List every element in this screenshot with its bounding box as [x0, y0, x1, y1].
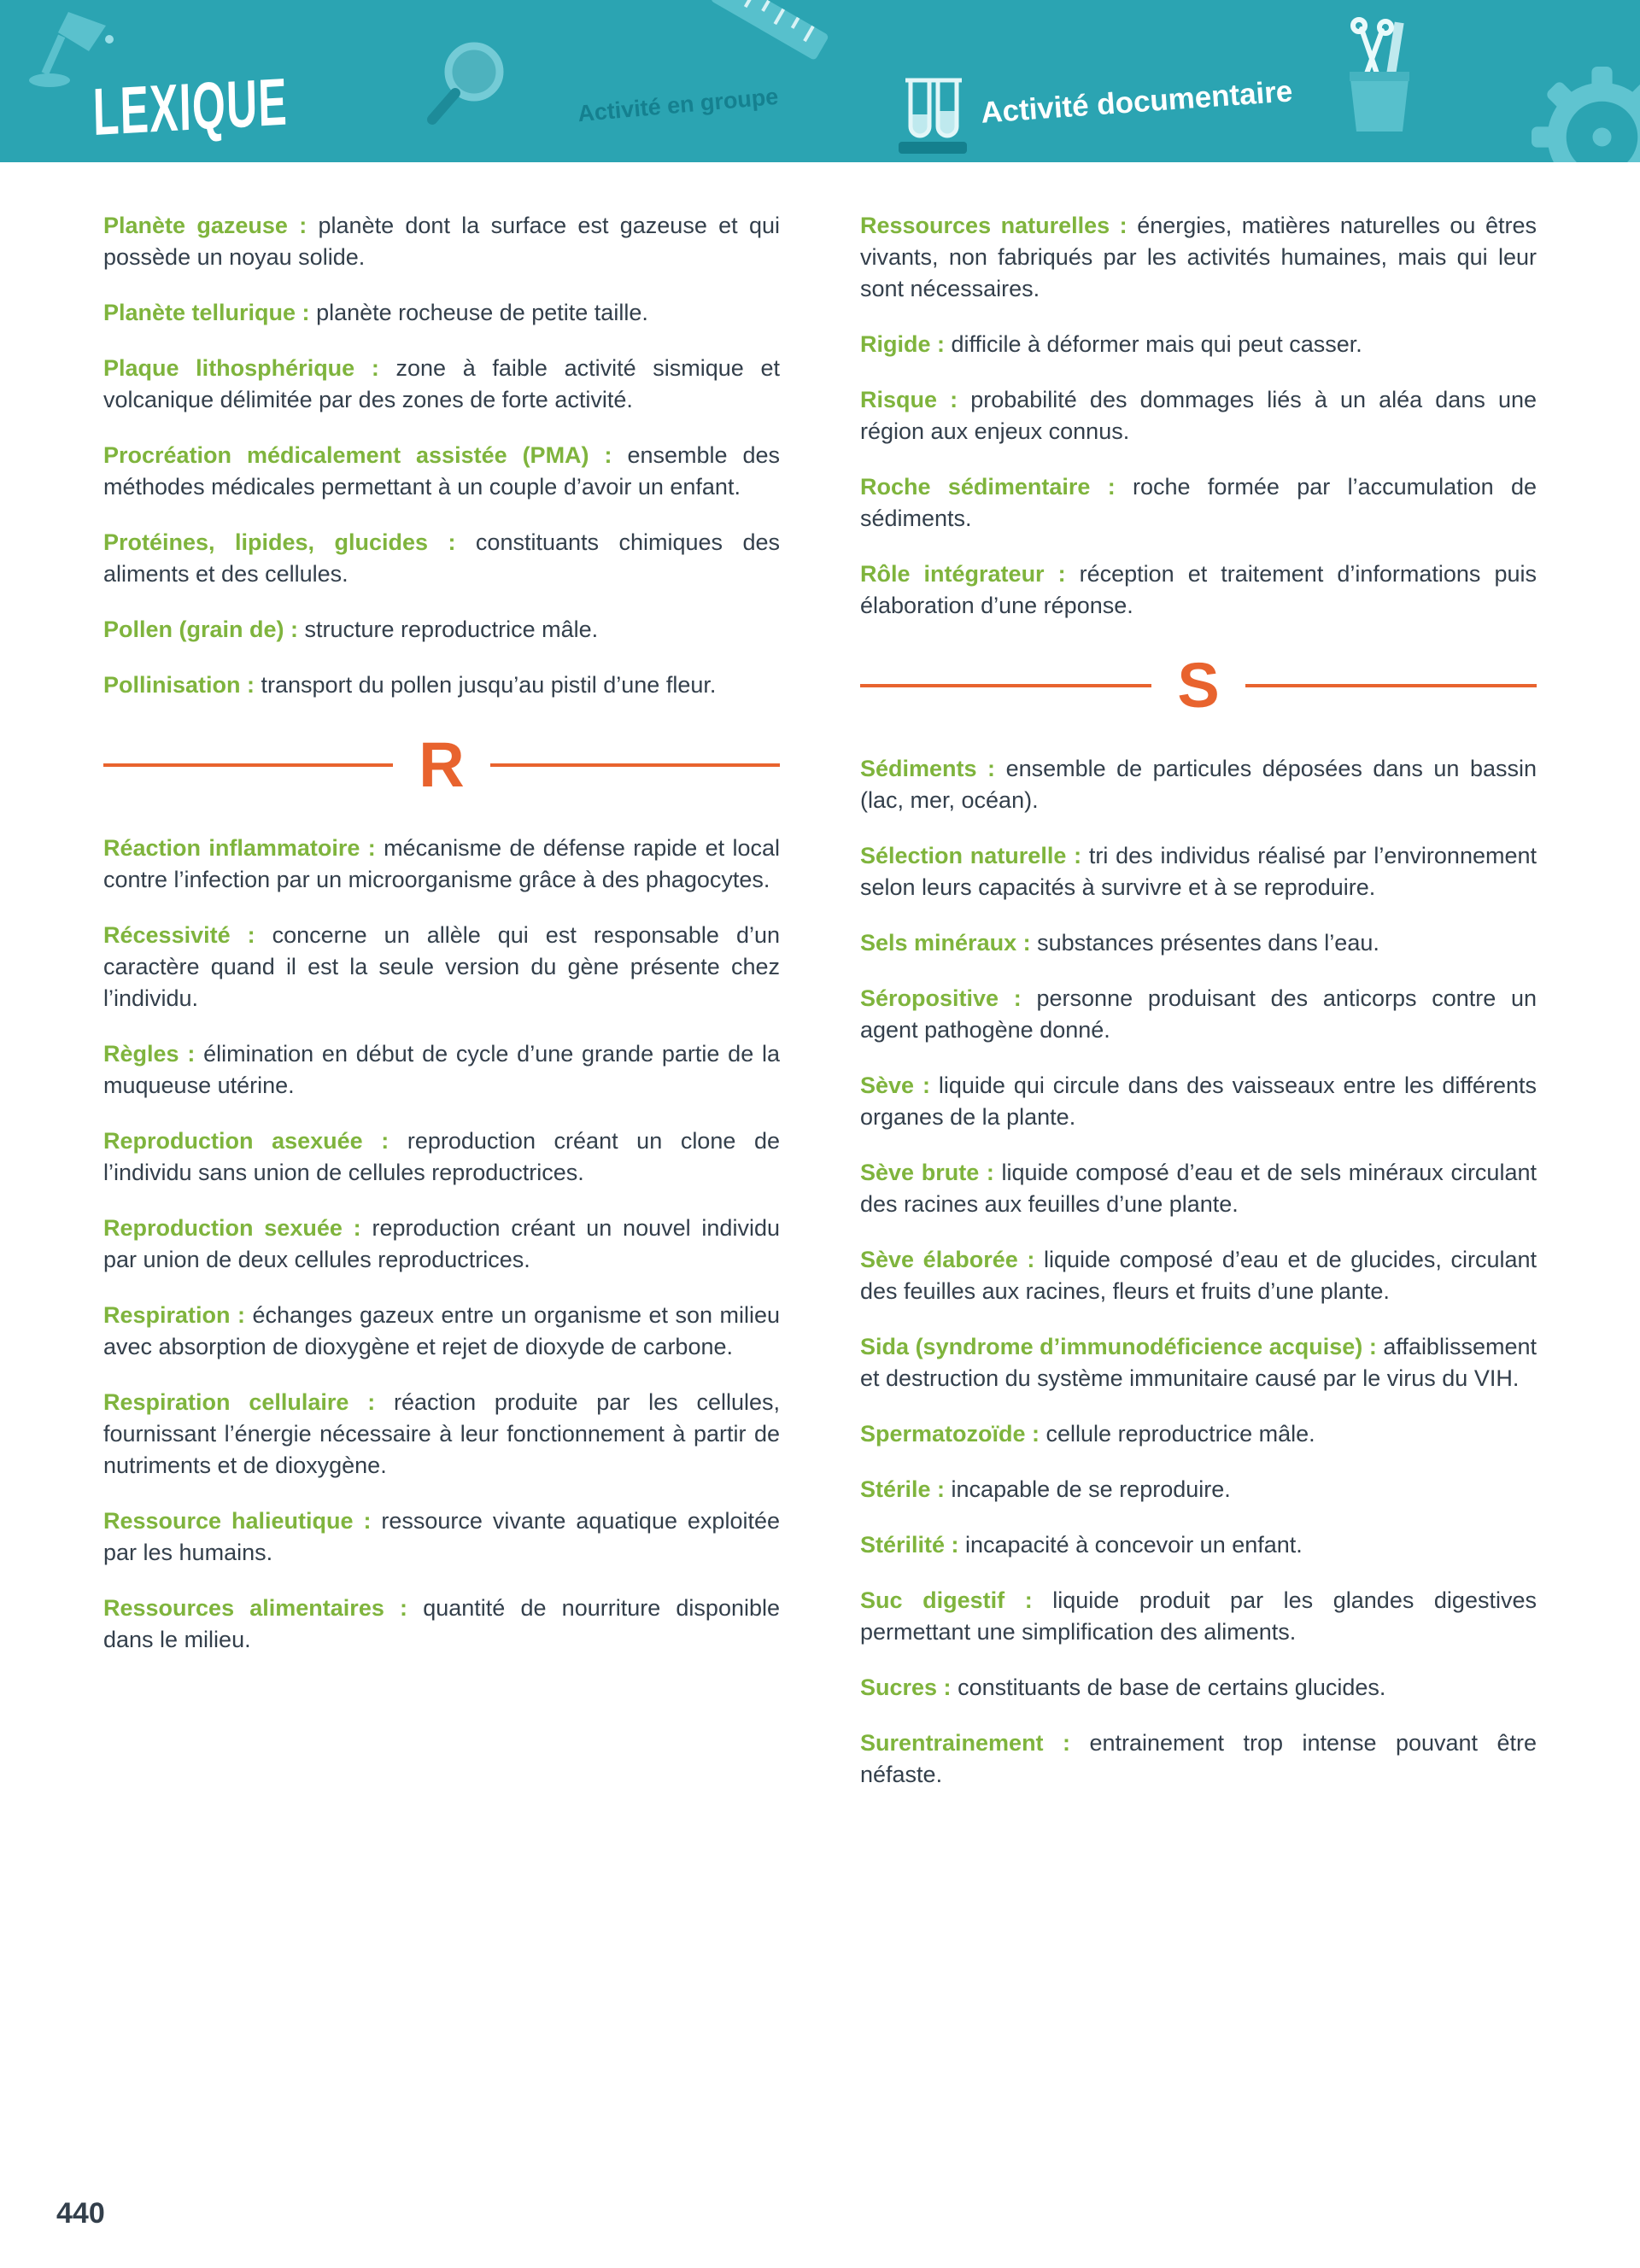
glossary-term: Sève élaborée : — [860, 1247, 1044, 1273]
glossary-entry — [860, 1331, 1537, 1394]
glossary-definition: reproduction créant un clone de l’individu sans union de cellules reproductrices. — [103, 1128, 780, 1186]
glossary-entry — [103, 1300, 780, 1363]
glossary-term: Rigide : — [860, 330, 952, 357]
glossary-term: Réaction inflammatoire : — [103, 835, 384, 862]
glossary-definition: échanges gazeux entre un organisme et son milieu avec absorption de dioxygène et rejet de dioxyde de carbone. — [103, 1302, 780, 1360]
glossary-entry — [860, 384, 1537, 447]
glossary-term: Planète tellurique : — [103, 299, 317, 325]
glossary-entry — [860, 1727, 1537, 1791]
activity-documentary-label: Activité documentaire — [980, 74, 1294, 130]
section-heading-S — [860, 649, 1537, 721]
glossary-term: Plaque lithosphérique : — [103, 354, 396, 381]
glossary-term: Sels minéraux : — [860, 930, 1038, 956]
glossary-definition: probabilité des dommages liés à un aléa dans une région aux enjeux connus. — [860, 386, 1537, 444]
section-rule — [490, 763, 780, 767]
glossary-entry — [860, 329, 1537, 360]
glossary-entry — [860, 927, 1537, 959]
glossary-entry — [103, 1593, 780, 1656]
glossary-entry — [103, 833, 780, 896]
glossary-term: Surentrainement : — [860, 1730, 1090, 1757]
glossary-term: Récessivité : — [103, 922, 272, 949]
glossary-entry — [860, 1244, 1537, 1307]
glossary-term: Respiration : — [103, 1302, 253, 1329]
glossary-definition: constituants de base de certains glucides. — [958, 1675, 1386, 1701]
glossary-definition: élimination en début de cycle d’une grande partie de la muqueuse utérine. — [103, 1041, 780, 1099]
section-rule — [1245, 684, 1537, 687]
glossary-term: Planète gazeuse : — [103, 213, 319, 238]
glossary-term: Reproduction asexuée : — [103, 1128, 407, 1154]
glossary-entry — [860, 1529, 1537, 1561]
glossary-entry — [860, 210, 1537, 305]
glossary-left-column — [103, 210, 780, 1815]
glossary-definition: concerne un allèle qui est responsable d’un caractère quand il est la seule version du gène présente chez l’individu. — [103, 922, 780, 1012]
glossary-definition: incapacité à concevoir un enfant. — [965, 1532, 1303, 1558]
glossary-definition: planète rocheuse de petite taille. — [316, 299, 648, 325]
glossary-entry — [103, 614, 780, 646]
activity-group-label: Activité en groupe — [577, 83, 780, 127]
glossary-term: Procréation médicalement assistée (PMA) : — [103, 441, 628, 468]
glossary-definition: mécanisme de défense rapide et local contre l’infection par un microorganisme grâce à des phagocytes. — [103, 835, 780, 893]
glossary-term: Rôle intégrateur : — [860, 560, 1080, 587]
glossary-definition: réaction produite par les cellules, fournissant l’énergie nécessaire à leur fonctionnement à partir de nutriments et de dioxygène. — [103, 1389, 780, 1479]
stationery-cup-icon — [1334, 17, 1425, 138]
glossary-content — [0, 162, 1640, 1815]
glossary-entry — [860, 1585, 1537, 1648]
glossary-definition: substances présentes dans l’eau. — [1037, 930, 1379, 956]
glossary-term: Sédiments : — [860, 756, 1006, 782]
glossary-definition: énergies, matières naturelles ou êtres vivants, non fabriqués par les activités humaines, mais qui leur sont nécessaires. — [860, 213, 1537, 301]
glossary-entry — [103, 353, 780, 416]
glossary-entry — [103, 1505, 780, 1569]
glossary-right-column — [860, 210, 1537, 1815]
glossary-entry — [103, 1125, 780, 1189]
glossary-definition: structure reproductrice mâle. — [304, 616, 599, 642]
glossary-definition: personne produisant des anticorps contre un agent pathogène donné. — [860, 985, 1537, 1043]
glossary-term: Ressources alimentaires : — [103, 1595, 424, 1622]
section-rule — [860, 684, 1151, 687]
glossary-entry — [860, 840, 1537, 903]
section-rule — [103, 763, 393, 767]
glossary-definition: cellule reproductrice mâle. — [1046, 1421, 1315, 1447]
glossary-entry — [103, 920, 780, 1014]
page-header — [0, 0, 1640, 162]
glossary-term: Sélection naturelle : — [860, 843, 1089, 869]
glossary-definition: réception et traitement d’informations puis élaboration d’une réponse. — [860, 560, 1537, 618]
glossary-definition: constituants chimiques des aliments et des cellules. — [103, 529, 781, 587]
glossary-entry — [103, 210, 780, 273]
glossary-definition: reproduction créant un nouvel individu par union de deux cellules reproductrices. — [103, 1215, 780, 1273]
glossary-term: Sucres : — [860, 1675, 958, 1701]
glossary-entry — [103, 1387, 780, 1482]
glossary-entry — [103, 527, 780, 590]
glossary-term: Risque : — [860, 386, 971, 412]
glossary-definition: liquide composé d’eau et de glucides, circulant des feuilles aux racines, fleurs et fruits d’une plante. — [860, 1247, 1537, 1305]
glossary-term: Respiration cellulaire : — [103, 1389, 395, 1416]
glossary-term: Ressources naturelles : — [860, 213, 1138, 238]
glossary-term: Sève : — [860, 1073, 939, 1099]
glossary-definition: ensemble des méthodes médicales permettant à un couple d’avoir un enfant. — [103, 441, 781, 500]
glossary-definition: difficile à déformer mais qui peut casser. — [951, 330, 1362, 357]
glossary-term: Règles : — [103, 1041, 204, 1067]
glossary-term: Spermatozoïde : — [860, 1421, 1046, 1447]
glossary-term: Pollinisation : — [103, 671, 261, 698]
glossary-entry — [103, 669, 780, 701]
glossary-term: Sida (syndrome d’immunodéficience acquise) : — [860, 1334, 1384, 1360]
ruler-icon — [700, 0, 840, 76]
glossary-definition: incapable de se reproduire. — [951, 1476, 1231, 1503]
glossary-definition: zone à faible activité sismique et volcanique délimitée par des zones de forte activité. — [103, 354, 780, 412]
glossary-entry — [103, 1038, 780, 1102]
glossary-definition: planète dont la surface est gazeuse et qui possède un noyau solide. — [103, 213, 781, 270]
glossary-entry — [860, 983, 1537, 1046]
glossary-definition: tri des individus réalisé par l’environnement selon leurs capacités à survivre et à se reproduire. — [860, 843, 1537, 901]
glossary-term: Suc digestif : — [860, 1587, 1053, 1614]
glossary-entry — [103, 1213, 780, 1276]
glossary-entry — [860, 1474, 1537, 1505]
glossary-definition: liquide qui circule dans des vaisseaux entre les différents organes de la plante. — [860, 1073, 1537, 1131]
glossary-term: Stérile : — [860, 1476, 952, 1503]
glossary-entry — [103, 297, 780, 329]
glossary-definition: quantité de nourriture disponible dans le milieu. — [103, 1595, 780, 1653]
glossary-entry — [860, 1418, 1537, 1450]
glossary-entry — [860, 753, 1537, 816]
glossary-entry — [103, 440, 780, 503]
glossary-term: Reproduction sexuée : — [103, 1215, 372, 1242]
glossary-definition: liquide produit par les glandes digestives permettant une simplification des aliments. — [860, 1587, 1537, 1645]
section-letter: R — [419, 728, 465, 800]
glossary-definition: transport du pollen jusqu’au pistil d’une fleur. — [261, 671, 717, 698]
section-letter: S — [1177, 649, 1220, 721]
glossary-definition: roche formée par l’accumulation de sédiments. — [860, 473, 1537, 531]
glossary-entry — [860, 558, 1537, 622]
gear-icon — [1532, 67, 1640, 162]
glossary-definition: liquide composé d’eau et de sels minéraux circulant des racines aux feuilles d’une plante. — [860, 1160, 1537, 1218]
glossary-term: Pollen (grain de) : — [103, 616, 305, 642]
magnifying-glass-icon — [420, 36, 514, 132]
glossary-definition: ensemble de particules déposées dans un bassin (lac, mer, océan). — [860, 756, 1537, 814]
glossary-term: Séropositive : — [860, 985, 1037, 1012]
glossary-term: Stérilité : — [860, 1532, 966, 1558]
glossary-term: Protéines, lipides, glucides : — [103, 529, 476, 555]
glossary-entry — [860, 1672, 1537, 1704]
page-title: LEXIQUE — [91, 63, 289, 149]
glossary-term: Ressource halieutique : — [103, 1508, 382, 1534]
glossary-term: Sève brute : — [860, 1160, 1002, 1186]
glossary-term: Roche sédimentaire : — [860, 473, 1133, 500]
glossary-definition: affaiblissement et destruction du système immunitaire causé par le virus du VIH. — [860, 1334, 1537, 1392]
glossary-entry — [860, 1157, 1537, 1220]
glossary-definition: entrainement trop intense pouvant être néfaste. — [860, 1730, 1537, 1788]
glossary-definition: ressource vivante aquatique exploitée par les humains. — [103, 1508, 780, 1566]
glossary-entry — [860, 1070, 1537, 1133]
glossary-entry — [860, 471, 1537, 535]
page-number: 440 — [56, 2197, 105, 2230]
section-heading-R — [103, 728, 780, 800]
test-tubes-icon — [893, 73, 970, 159]
